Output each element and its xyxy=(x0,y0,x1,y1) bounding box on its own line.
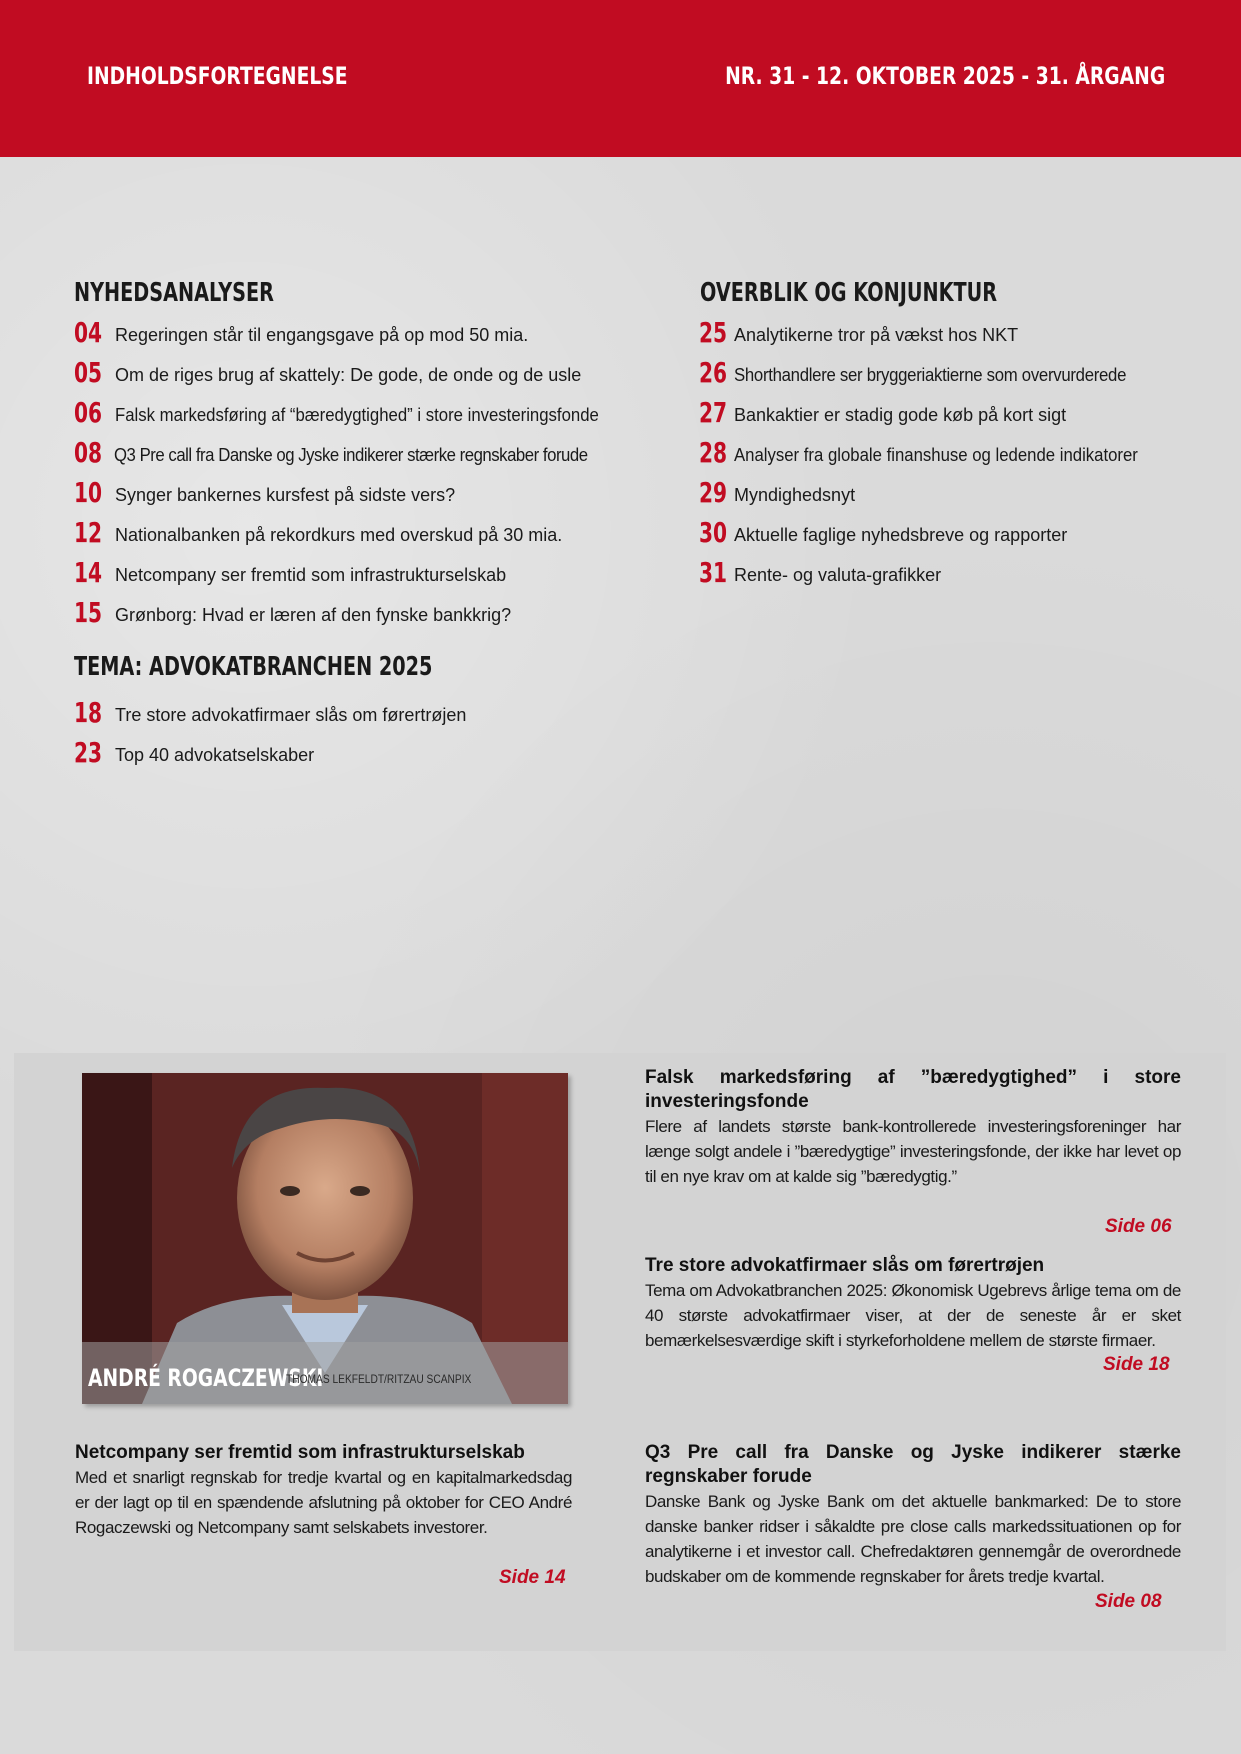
photo-caption-name: ANDRÉ ROGACZEWSKI xyxy=(88,1364,324,1392)
photo-credit: THOMAS LEKFELDT/RITZAU SCANPIX xyxy=(286,1372,472,1386)
toc-page-number: 23 xyxy=(74,736,103,769)
toc-item[interactable] xyxy=(699,358,1229,398)
section-heading-nyhedsanalyser: NYHEDSANALYSER xyxy=(74,278,275,308)
toc-item[interactable] xyxy=(699,438,1229,478)
article-title: Netcompany ser fremtid som infrastrukturselskab xyxy=(75,1442,525,1463)
toc-item[interactable] xyxy=(74,558,694,598)
toc-item-title: Rente- og valuta-grafikker xyxy=(734,565,942,585)
article-page-link[interactable]: Side 08 xyxy=(1095,1591,1162,1612)
article-page-link[interactable]: Side 06 xyxy=(1105,1216,1172,1237)
toc-page-number: 04 xyxy=(74,316,103,349)
toc-item-title: Tre store advokatfirmaer slås om førertrøjen xyxy=(115,705,467,725)
toc-item[interactable] xyxy=(699,318,1229,358)
toc-page-number: 31 xyxy=(699,556,728,589)
toc-item[interactable] xyxy=(699,558,1229,598)
section-heading-tema: TEMA: ADVOKATBRANCHEN 2025 xyxy=(74,652,433,682)
toc-item-title: Myndighedsnyt xyxy=(734,485,856,505)
toc-item[interactable] xyxy=(74,438,694,478)
toc-item-title: Bankaktier er stadig gode køb på kort sigt xyxy=(734,405,1067,425)
toc-list-tema xyxy=(74,698,694,778)
article-title: Q3 Pre call fra Danske og Jyske indikerer stærke regnskaber forude xyxy=(645,1442,1181,1487)
toc-page-number: 15 xyxy=(74,596,103,629)
toc-item-title: Grønborg: Hvad er læren af den fynske bankkrig? xyxy=(115,605,512,625)
toc-page-number: 18 xyxy=(74,696,103,729)
toc-page-number: 05 xyxy=(74,356,103,389)
article-body: Flere af landets største bank-kontrollerede investeringsforeninger har længe solgt andele i ”bæredygtige” investeringsfonde, der ikke har levet op til en nye krav om at kalde sig ”bæredygtig.” xyxy=(645,1117,1181,1186)
toc-item-title: Aktuelle faglige nyhedsbreve og rapporter xyxy=(734,525,1068,545)
toc-item-title: Regeringen står til engangsgave på op mod 50 mia. xyxy=(115,325,529,345)
toc-item-title: Analyser fra globale finanshuse og ledende indikatorer xyxy=(734,445,1138,465)
toc-page-number: 28 xyxy=(699,436,728,469)
toc-item-title: Nationalbanken på rekordkurs med overskud på 30 mia. xyxy=(115,525,563,545)
article-page-link[interactable]: Side 18 xyxy=(1103,1354,1170,1375)
toc-list-overblik xyxy=(699,318,1229,598)
toc-page-number: 29 xyxy=(699,476,728,509)
section-heading-overblik: OVERBLIK OG KONJUNKTUR xyxy=(700,278,998,308)
toc-page-number: 26 xyxy=(699,356,728,389)
toc-item[interactable] xyxy=(74,398,694,438)
toc-item-title: Netcompany ser fremtid som infrastrukturselskab xyxy=(115,565,507,585)
article-title: Falsk markedsføring af ”bæredygtighed” i store investeringsfonde xyxy=(645,1067,1181,1112)
article-title: Tre store advokatfirmaer slås om førertrøjen xyxy=(645,1255,1045,1276)
toc-item[interactable] xyxy=(699,398,1229,438)
toc-item[interactable] xyxy=(74,518,694,558)
article-q3-pre-call[interactable] xyxy=(645,1441,1181,1589)
article-body: Tema om Advokatbranchen 2025: Økonomisk Ugebrevs årlige tema om de 40 største advokatfirmaer viser, at der de seneste år er sket bemærkelsesværdige skift i styrkeforholdene mellem de største firmaer. xyxy=(645,1281,1181,1350)
article-body: Danske Bank og Jyske Bank om det aktuelle bankmarked: De to store danske banker ridser i såkaldte pre close calls markedssituationen op for analytikerne i et investor call. Chefredaktøren gennemgår de overordnede budskaber om de kommende regnskaber for årets tredje kvartal. xyxy=(645,1492,1181,1586)
toc-page-number: 10 xyxy=(74,476,103,509)
issue-info: NR. 31 - 12. OKTOBER 2025 - 31. ÅRGANG xyxy=(724,62,1165,90)
toc-item-title: Falsk markedsføring af “bæredygtighed” i store investeringsfonde xyxy=(115,405,599,425)
toc-item[interactable] xyxy=(74,598,694,638)
portrait-photo xyxy=(82,1073,568,1404)
article-falsk-markedsfoering[interactable] xyxy=(645,1066,1181,1189)
toc-item[interactable] xyxy=(74,698,694,738)
toc-page-number: 12 xyxy=(74,516,103,549)
page-header xyxy=(0,0,1241,157)
toc-item[interactable] xyxy=(74,358,694,398)
toc-page-number: 08 xyxy=(74,436,103,469)
article-body: Med et snarligt regnskab for tredje kvartal og en kapitalmarkedsdag er der lagt op til en spændende afslutning på oktober for CEO André Rogaczewski og Netcompany samt selskabets investorer. xyxy=(75,1468,572,1537)
toc-page-number: 25 xyxy=(699,316,728,349)
toc-page-number: 14 xyxy=(74,556,103,589)
header-title: INDHOLDSFORTEGNELSE xyxy=(87,62,348,90)
toc-item-title: Shorthandlere ser bryggeriaktierne som overvurderede xyxy=(734,365,1127,385)
article-page-link[interactable]: Side 14 xyxy=(499,1567,566,1588)
toc-item[interactable] xyxy=(74,478,694,518)
toc-item-title: Top 40 advokatselskaber xyxy=(115,745,315,765)
toc-page-number: 06 xyxy=(74,396,103,429)
toc-item-title: Synger bankernes kursfest på sidste vers? xyxy=(115,485,456,505)
toc-list-nyhedsanalyser xyxy=(74,318,694,638)
toc-item-title: Q3 Pre call fra Danske og Jyske indikerer stærke regnskaber forude xyxy=(114,445,588,465)
toc-item-title: Analytikerne tror på vækst hos NKT xyxy=(734,325,1019,345)
toc-item[interactable] xyxy=(74,318,694,358)
article-netcompany[interactable] xyxy=(75,1441,572,1540)
toc-page-number: 27 xyxy=(699,396,728,429)
toc-item[interactable] xyxy=(699,478,1229,518)
toc-page-number: 30 xyxy=(699,516,728,549)
article-tre-store-advokatfirmaer[interactable] xyxy=(645,1254,1181,1353)
toc-item-title: Om de riges brug af skattely: De gode, de onde og de usle xyxy=(115,365,582,385)
toc-item[interactable] xyxy=(74,738,694,778)
toc-item[interactable] xyxy=(699,518,1229,558)
